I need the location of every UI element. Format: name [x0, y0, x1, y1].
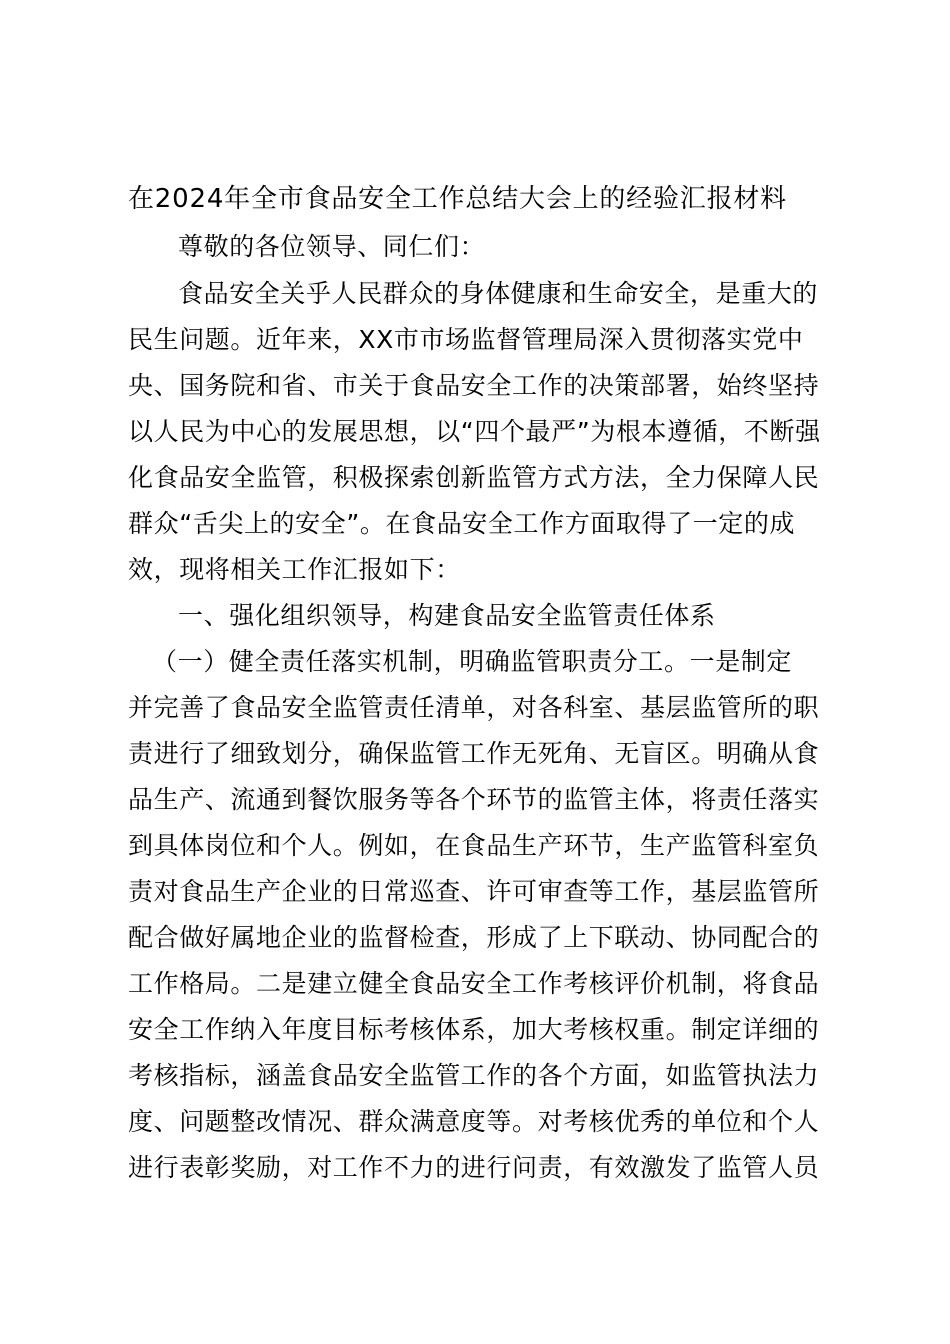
body-line-12: 品生产、流通到餐饮服务等各个环节的监管主体，将责任落实 — [128, 785, 820, 814]
body-line-3: 央、国务院和省、市关于食品安全工作的决策部署，始终坚持 — [128, 371, 820, 400]
body-line-18: 考核指标，涵盖食品安全监管工作的各个方面，如监管执法力 — [128, 1061, 820, 1090]
body-line-17: 安全工作纳入年度目标考核体系，加大考核权重。制定详细的 — [128, 1015, 820, 1044]
body-line-20: 进行表彰奖励，对工作不力的进行问责，有效激发了监管人员 — [128, 1153, 820, 1182]
section-heading-1: 一、强化组织领导，构建食品安全监管责任体系 — [178, 601, 716, 630]
body-line-5: 化食品安全监管，积极探索创新监管方式方法，全力保障人民 — [128, 463, 820, 492]
salutation: 尊敬的各位领导、同仁们： — [178, 232, 486, 261]
body-line-15: 配合做好属地企业的监督检查，形成了上下联动、协同配合的 — [128, 923, 820, 952]
body-line-19: 度、问题整改情况、群众满意度等。对考核优秀的单位和个人 — [128, 1107, 820, 1136]
body-line-4: 以人民为中心的发展思想，以“四个最严”为根本遵循，不断强 — [128, 417, 821, 446]
body-line-2: 民生问题。近年来，XX市市场监督管理局深入贯彻落实党中 — [128, 325, 804, 354]
body-line-7: 效，现将相关工作汇报如下： — [128, 555, 461, 584]
subsection-line-1: （一）健全责任落实机制，明确监管职责分工。一是制定 — [152, 647, 793, 676]
body-line-11: 责进行了细致划分，确保监管工作无死角、无盲区。明确从食 — [128, 739, 820, 768]
document-title: 在2024年全市食品安全工作总结大会上的经验汇报材料 — [128, 184, 787, 214]
body-line-13: 到具体岗位和个人。例如，在食品生产环节，生产监管科室负 — [128, 831, 820, 860]
body-line-16: 工作格局。二是建立健全食品安全工作考核评价机制，将食品 — [128, 969, 820, 998]
body-line-14: 责对食品生产企业的日常巡查、许可审查等工作，基层监管所 — [128, 877, 820, 906]
body-line-1: 食品安全关乎人民群众的身体健康和生命安全，是重大的 — [178, 279, 819, 308]
body-line-6: 群众“舌尖上的安全”。在食品安全工作方面取得了一定的成 — [128, 509, 796, 538]
body-line-10: 并完善了食品安全监管责任清单，对各科室、基层监管所的职 — [128, 693, 820, 722]
